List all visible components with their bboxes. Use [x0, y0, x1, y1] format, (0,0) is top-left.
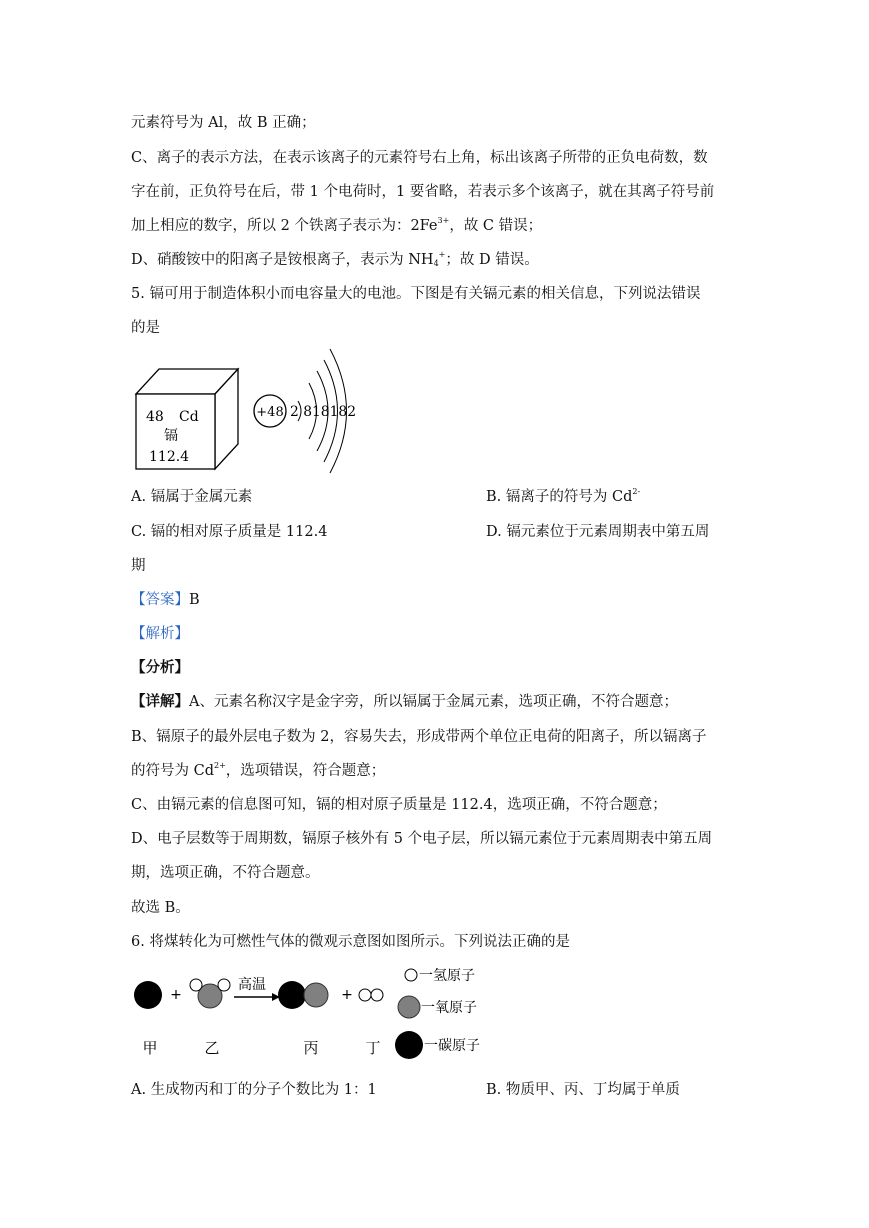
legend-oxygen: 一氧原子	[421, 1000, 477, 1016]
plus-sign: +	[341, 987, 353, 1003]
question-6-stem: 6. 将煤转化为可燃性气体的微观示意图如图所示。下列说法正确的是	[131, 934, 570, 950]
option-c[interactable]: C. 镉的相对原子质量是 112.4	[131, 524, 328, 540]
charge-superscript: 2+	[214, 761, 226, 770]
text-span: ，选项错误，符合题意；	[225, 763, 386, 779]
text-span: ，故 C 错误；	[449, 218, 543, 234]
analysis-label: 【解析】	[131, 626, 189, 642]
legend-carbon-symbol	[395, 1031, 423, 1059]
answer-label: 【答案】	[131, 592, 189, 608]
oxygen-atom	[304, 983, 328, 1007]
q6-option-b[interactable]: B. 物质甲、丙、丁均属于单质	[486, 1082, 680, 1098]
text-line	[131, 761, 385, 781]
q6-option-a[interactable]: A. 生成物丙和丁的分子个数比为 1：1	[131, 1082, 377, 1098]
text-line: 故选 B。	[131, 900, 190, 916]
hydrogen-atom	[371, 989, 383, 1001]
legend-hydrogen-symbol	[405, 969, 417, 981]
text-line: C、由镉元素的信息图可知，镉的相对原子质量是 112.4，选项正确，不符合题意；	[131, 797, 667, 813]
reaction-condition: 高温	[238, 977, 266, 993]
plus-sign: +	[170, 987, 182, 1003]
legend-hydrogen: 一氢原子	[419, 968, 475, 984]
substance-label-yi: 乙	[204, 1039, 220, 1057]
hydrogen-atom	[190, 979, 202, 991]
question-5-stem-cont: 的是	[131, 320, 160, 336]
answer-value: B	[189, 592, 200, 608]
text-line: 元素符号为 Al，故 B 正确；	[131, 115, 316, 131]
text-line: C、离子的表示方法，在表示该离子的元素符号右上角，标出该离子所带的正负电荷数，数	[131, 150, 708, 166]
charge-superscript: 2-	[632, 487, 641, 496]
legend-carbon: 一碳原子	[424, 1038, 480, 1054]
option-a[interactable]: A. 镉属于金属元素	[131, 489, 253, 505]
text-line: D、电子层数等于周期数，镉原子核外有 5 个电子层，所以镉元素位于元素周期表中第五周	[131, 831, 713, 847]
option-b-text: B. 镉离子的符号为 Cd	[486, 489, 633, 505]
substance-label-ding: 丁	[365, 1039, 381, 1057]
text-line	[131, 216, 542, 236]
substance-label-bing: 丙	[303, 1039, 319, 1057]
text-line	[131, 250, 539, 270]
atomic-structure-diagram	[250, 343, 360, 477]
subscript: 4	[433, 259, 439, 268]
electron-counts: 2 818182	[290, 404, 356, 420]
atomic-number: 48	[146, 409, 164, 425]
option-d-cont: 期	[131, 558, 146, 574]
text-span: 加上相应的数字，所以 2 个铁离子表示为：2Fe	[131, 218, 438, 234]
text-span: A、元素名称汉字是金字旁，所以镉属于金属元素，选项正确，不符合题意；	[189, 694, 678, 710]
hydrogen-atom	[218, 979, 230, 991]
text-span: 的符号为 Cd	[131, 763, 214, 779]
reaction-diagram	[128, 962, 508, 1066]
text-span: D、硝酸铵中的阳离子是铵根离子，表示为 NH	[131, 252, 434, 268]
detail-line	[131, 692, 678, 712]
element-card	[133, 364, 243, 472]
detail-label: 【详解】	[131, 693, 189, 710]
element-name: 镉	[164, 428, 178, 444]
charge-superscript: 3+	[437, 216, 450, 225]
option-d[interactable]: D. 镉元素位于元素周期表中第五周	[486, 524, 710, 540]
answer-line	[131, 590, 200, 610]
carbon-atom	[134, 981, 162, 1009]
substance-label-jia: 甲	[142, 1039, 158, 1057]
charge-superscript: +	[438, 250, 446, 259]
atomic-mass: 112.4	[149, 449, 190, 465]
element-symbol: Cd	[179, 409, 199, 425]
question-5-stem: 5. 镉可用于制造体积小而电容量大的电池。下图是有关镉元素的相关信息，下列说法错误	[131, 286, 701, 302]
hydrogen-atom	[359, 989, 371, 1001]
nucleus-charge: +48	[256, 405, 284, 420]
fenxi-label: 【分析】	[131, 659, 189, 676]
carbon-atom	[278, 981, 306, 1009]
option-b[interactable]	[486, 487, 640, 507]
legend-oxygen-symbol	[398, 996, 420, 1018]
text-line: 期，选项正确，不符合题意。	[131, 865, 320, 881]
text-span: ；故 D 错误。	[445, 252, 539, 268]
text-line: B、镉原子的最外层电子数为 2，容易失去，形成带两个单位正电荷的阳离子，所以镉离子	[131, 729, 707, 745]
text-line: 字在前，正负符号在后，带 1 个电荷时，1 要省略，若表示多个该离子，就在其离子符号前	[131, 184, 715, 200]
